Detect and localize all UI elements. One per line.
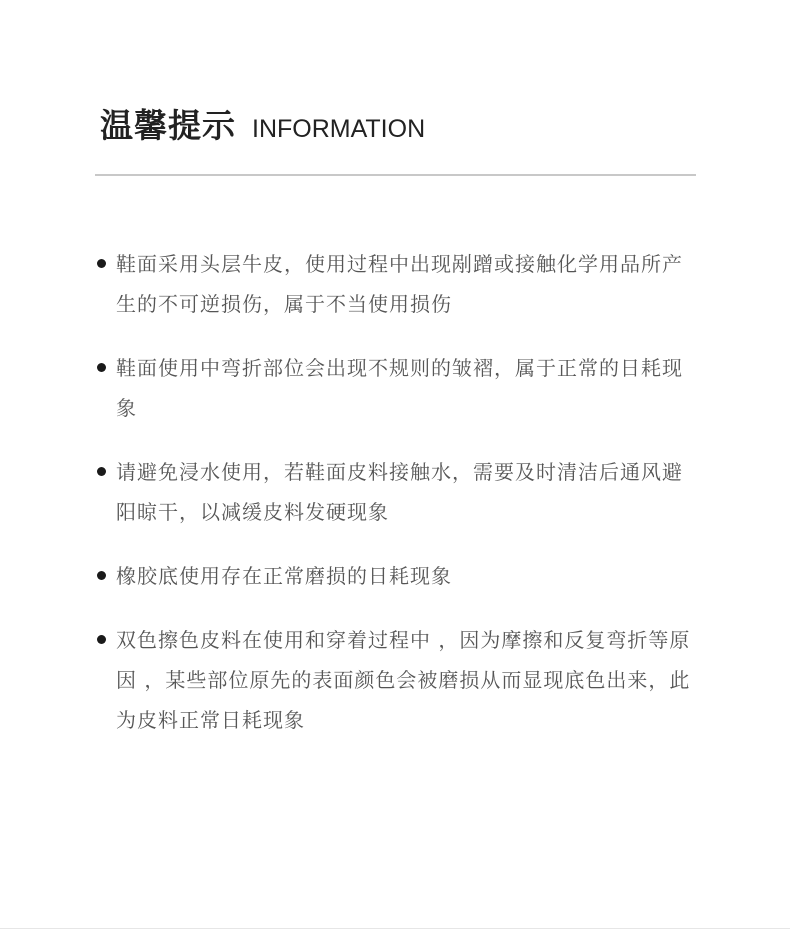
list-item xyxy=(95,244,700,324)
note-text: 鞋面采用头层牛皮，使用过程中出现剐蹭或接触化学用品所产生的不可逆损伤，属于不当使用损伤 xyxy=(116,252,683,316)
note-text: 双色擦色皮料在使用和穿着过程中 ，因为摩擦和反复弯折等原因 ，某些部位原先的表面颜色会被磨损从而显现底色出来，此为皮料正常日耗现象 xyxy=(116,628,691,732)
page-title: 温馨提示 xyxy=(100,106,236,145)
bullet-dot-icon xyxy=(97,571,106,580)
bottom-divider xyxy=(0,928,790,929)
list-item xyxy=(95,556,700,596)
note-text: 请避免浸水使用，若鞋面皮料接触水，需要及时清洁后通风避阳晾干，以减缓皮料发硬现象 xyxy=(116,460,683,524)
bullet-dot-icon xyxy=(97,363,106,372)
note-text: 鞋面使用中弯折部位会出现不规则的皱褶，属于正常的日耗现象 xyxy=(116,356,683,420)
bullet-dot-icon xyxy=(97,635,106,644)
header-divider xyxy=(95,174,696,176)
page-header xyxy=(100,100,425,147)
note-text: 橡胶底使用存在正常磨损的日耗现象 xyxy=(116,564,452,588)
bullet-dot-icon xyxy=(97,467,106,476)
list-item xyxy=(95,452,700,532)
bullet-dot-icon xyxy=(97,259,106,268)
notes-list xyxy=(95,244,700,764)
list-item xyxy=(95,620,700,740)
page-subtitle: INFORMATION xyxy=(252,115,426,143)
list-item xyxy=(95,348,700,428)
